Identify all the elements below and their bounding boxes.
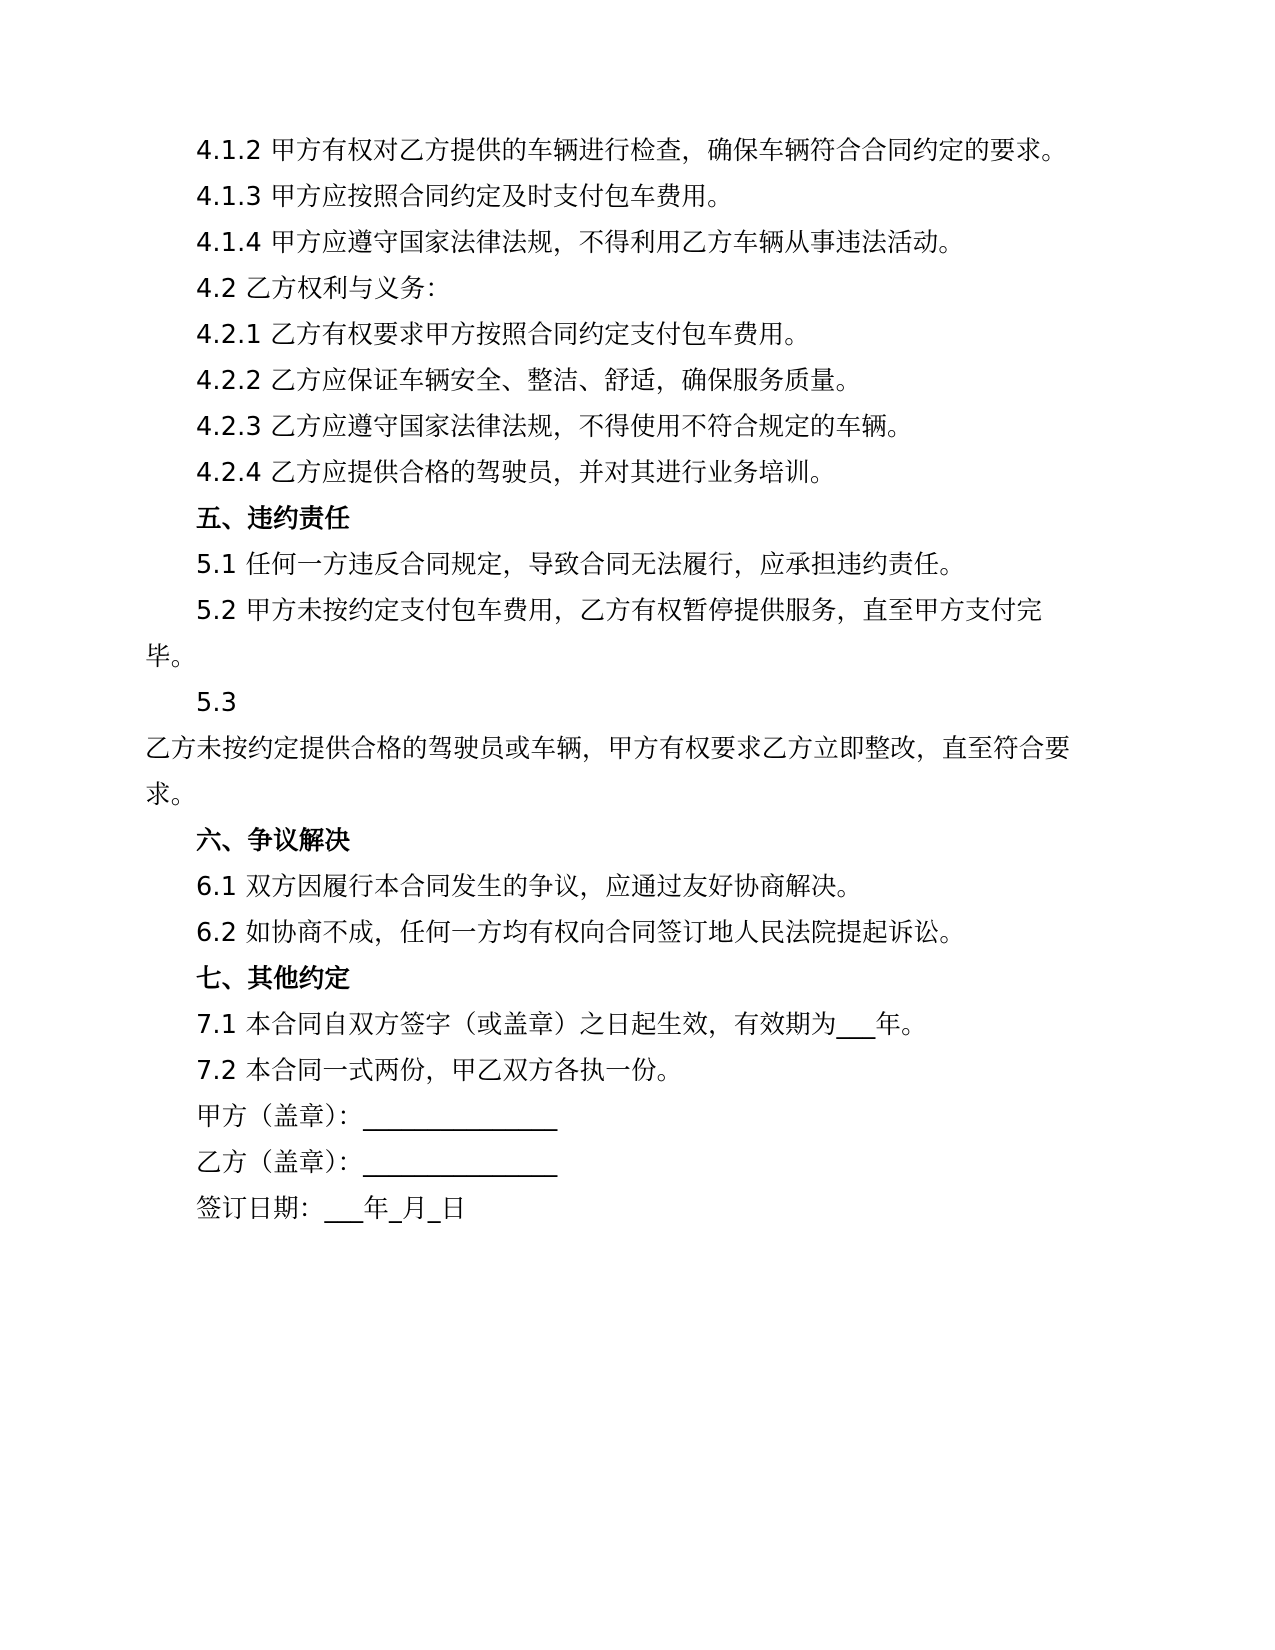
clause-4-2-2: 4.2.2 乙方应保证车辆安全、整洁、舒适，确保服务质量。 [196, 366, 862, 396]
signature-party-a: 甲方（盖章）：_______________ [196, 1102, 558, 1132]
signature-party-b: 乙方（盖章）：_______________ [196, 1148, 558, 1178]
section-heading-5: 五、违约责任 [196, 504, 351, 534]
clause-4-2-3: 4.2.3 乙方应遵守国家法律法规，不得使用不符合规定的车辆。 [196, 412, 913, 442]
clause-6-2: 6.2 如协商不成，任何一方均有权向合同签订地人民法院提起诉讼。 [196, 918, 966, 948]
clause-4-2-1: 4.2.1 乙方有权要求甲方按照合同约定支付包车费用。 [196, 320, 810, 350]
clause-5-1: 5.1 任何一方违反合同规定，导致合同无法履行，应承担违约责任。 [196, 550, 966, 580]
clause-4-1-3: 4.1.3 甲方应按照合同约定及时支付包车费用。 [196, 182, 733, 212]
clause-4-1-2: 4.1.2 甲方有权对乙方提供的车辆进行检查，确保车辆符合合同约定的要求。 [196, 136, 1067, 166]
document-body [145, 128, 1075, 1232]
clause-5-3-number: 5.3 [196, 688, 238, 718]
clause-4-2-4: 4.2.4 乙方应提供合格的驾驶员，并对其进行业务培训。 [196, 458, 836, 488]
clause-5-2: 5.2 甲方未按约定支付包车费用，乙方有权暂停提供服务，直至甲方支付完毕。 [145, 596, 1043, 672]
section-heading-6: 六、争议解决 [196, 826, 351, 856]
clause-6-1: 6.1 双方因履行本合同发生的争议，应通过友好协商解决。 [196, 872, 863, 902]
clause-7-2: 7.2 本合同一式两份，甲乙双方各执一份。 [196, 1056, 683, 1086]
section-heading-7: 七、其他约定 [196, 964, 351, 994]
clause-4-2: 4.2 乙方权利与义务： [196, 274, 452, 304]
signature-date: 签订日期：___年_月_日 [196, 1194, 467, 1224]
clause-7-1: 7.1 本合同自双方签字（或盖章）之日起生效，有效期为___年。 [196, 1010, 927, 1040]
clause-4-1-4: 4.1.4 甲方应遵守国家法律法规，不得利用乙方车辆从事违法活动。 [196, 228, 965, 258]
clause-5-3-body: 乙方未按约定提供合格的驾驶员或车辆，甲方有权要求乙方立即整改，直至符合要求。 [145, 734, 1071, 810]
